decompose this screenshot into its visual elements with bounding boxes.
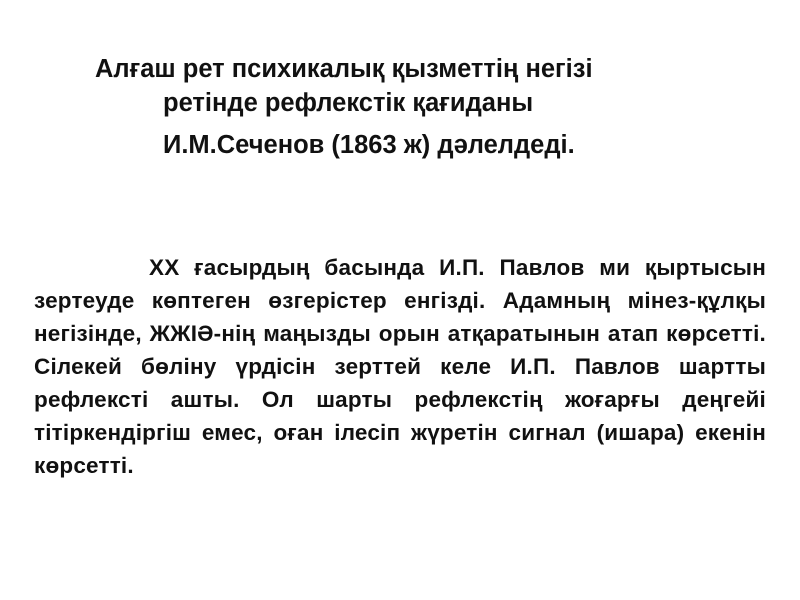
heading-line-3: И.М.Сеченов (1863 ж) дәлелдеді. [163, 131, 575, 159]
heading-line-2: ретінде рефлекстік қағиданы [163, 89, 534, 117]
body-paragraph: XX ғасырдың басында И.П. Павлов ми қыртысын зертеуде көптеген өзгерістер енгізді. Адамның мінез-құлқы негізінде, ЖЖІӘ-нің маңызды орын атқаратынын атап көрсетті. Сілекей бөліну үрдісін зерттей келе И.П. Павлов шартты рефлексті ашты. Ол шарты рефлекстің жоғарғы деңгейі тітіркендіргіш емес, оған ілесіп жүретін сигнал (ишара) екенін көрсетті. [34, 254, 766, 478]
heading-line-1: Алғаш рет психикалық қызметтің негізі [95, 55, 593, 83]
slide-heading [0, 52, 800, 162]
